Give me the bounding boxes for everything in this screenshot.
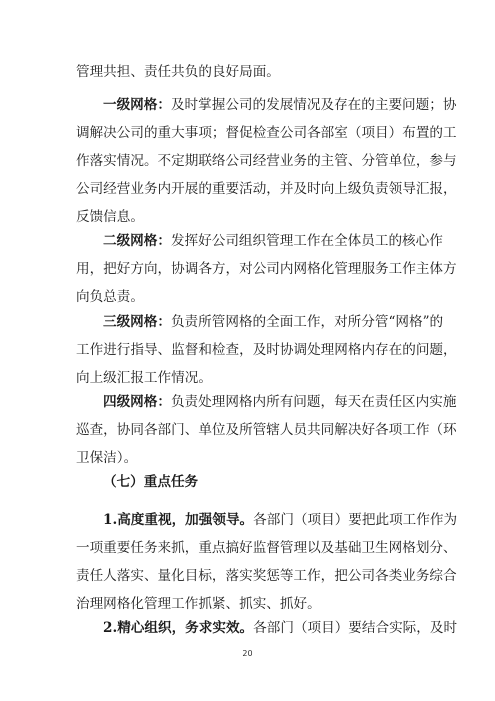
paragraph-line: 用，把好方向，协调各方，对公司内网格化管理服务工作主体方: [76, 261, 457, 277]
paragraph-line: 责任人落实、量化目标，落实奖惩等工作，把公司各类业务综合: [76, 568, 457, 584]
grid-level-4-title: 四级网格：: [103, 394, 171, 410]
paragraph-line: 二级网格：发挥好公司组织管理工作在全体员工的核心作: [103, 233, 443, 249]
grid-level-2-title: 二级网格：: [103, 233, 171, 249]
paragraph-line: 公司经营业务内开展的重要活动，并及时向上级负责领导汇报，: [76, 181, 457, 197]
page-number: 20: [242, 649, 253, 658]
paragraph-line: 一级网格：及时掌握公司的发展情况及存在的主要问题；协: [103, 97, 457, 113]
paragraph-line: 1.高度重视，加强领导。各部门（项目）要把此项工作作为: [103, 512, 458, 528]
grid-level-1-title: 一级网格：: [103, 97, 171, 113]
paragraph-line: 卫保洁）。: [76, 450, 138, 466]
paragraph-line: 2.精心组织，务求实效。各部门（项目）要结合实际，及时: [103, 620, 458, 636]
paragraph-line: 四级网格：负责处理网格内所有问题，每天在责任区内实施: [103, 394, 457, 410]
paragraph-line: 工作进行指导、监督和检查，及时协调处理网格内存在的问题，: [76, 342, 457, 358]
paragraph-line: 调解决公司的重大事项；督促检查公司各部室（项目）布置的工: [76, 125, 457, 141]
paragraph-line: 作落实情况。不定期联络公司经营业务的主管、分管单位，参与: [76, 153, 457, 169]
paragraph-line: 巡查，协同各部门、单位及所管辖人员共同解决好各项工作（环: [76, 422, 457, 438]
paragraph-line: 治理网格化管理工作抓紧、抓实、抓好。: [76, 596, 321, 612]
paragraph-line: 三级网格：负责所管网格的全面工作，对所分管“网格”的: [103, 314, 444, 330]
paragraph-line: 反馈信息。: [76, 209, 144, 225]
grid-level-3-title: 三级网格：: [103, 314, 171, 330]
section-heading: （七）重点任务: [103, 474, 199, 490]
paragraph-line: 一项重要任务来抓，重点搞好监督管理以及基础卫生网格划分、: [76, 540, 457, 556]
paragraph-line: 管理共担、责任共负的良好局面。: [76, 64, 280, 80]
paragraph-line: 向负总责。: [76, 289, 144, 305]
paragraph-line: 向上级汇报工作情况。: [76, 370, 212, 386]
task-2-title: 2.精心组织，务求实效。: [103, 620, 254, 636]
task-1-title: 1.高度重视，加强领导。: [103, 512, 254, 528]
